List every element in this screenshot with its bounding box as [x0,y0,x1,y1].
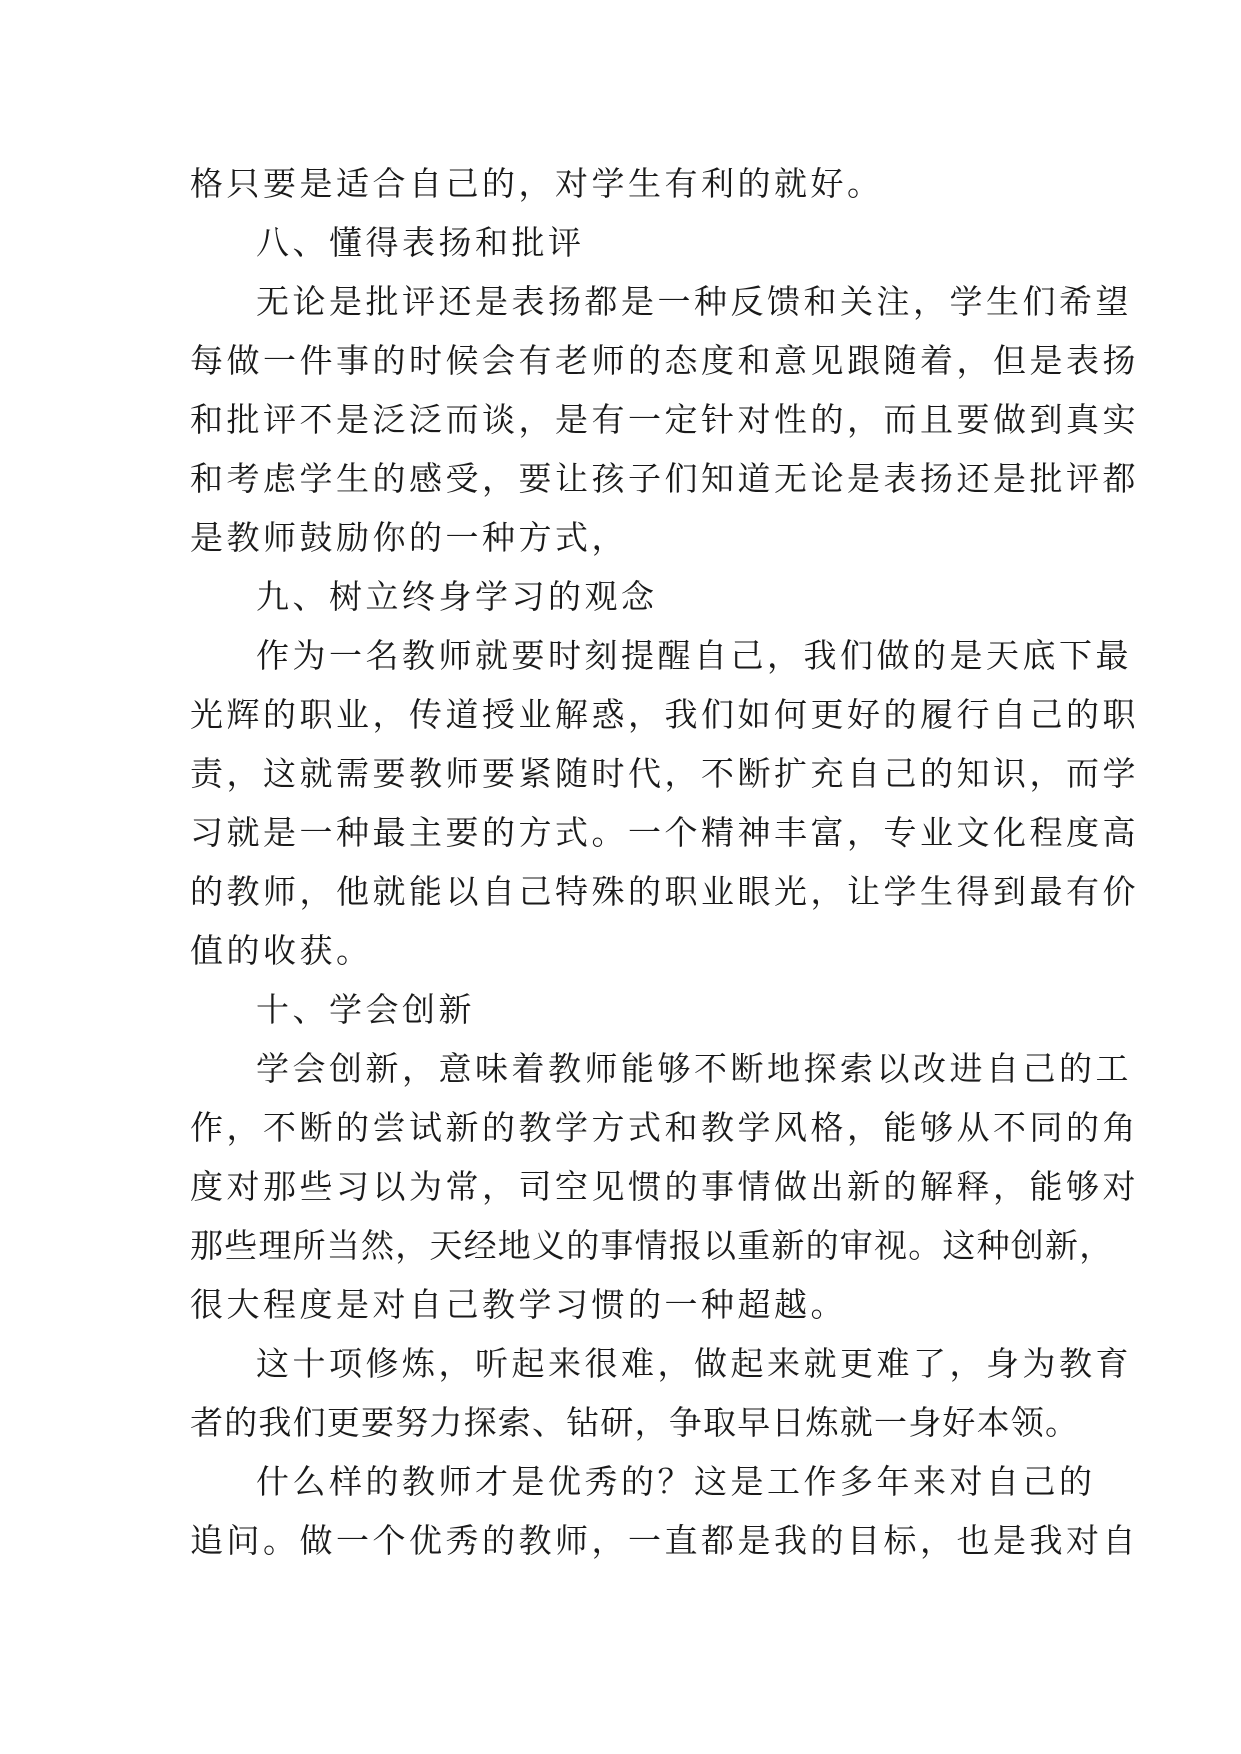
text-line: 这十项修炼，听起来很难，做起来就更难了，身为教育 [256,1344,1132,1383]
text-line: 每做一件事的时候会有老师的态度和意见跟随着，但是表扬 [190,341,1139,380]
text-line: 很大程度是对自己教学习惯的一种超越。 [190,1285,847,1324]
text-line: 的教师，他就能以自己特殊的职业眼光，让学生得到最有价 [190,872,1139,911]
text-line: 责，这就需要教师要紧随时代，不断扩充自己的知识，而学 [190,754,1139,793]
text-line: 那些理所当然，天经地义的事情报以重新的审视。这种创新， [190,1226,1114,1265]
text-line: 和考虑学生的感受，要让孩子们知道无论是表扬还是批评都 [190,459,1139,498]
text-line: 作，不断的尝试新的教学方式和教学风格，能够从不同的角 [190,1108,1139,1147]
text-line: 追问。做一个优秀的教师，一直都是我的目标，也是我对自 [190,1521,1139,1560]
text-line: 习就是一种最主要的方式。一个精神丰富，专业文化程度高 [190,813,1139,852]
text-line: 和批评不是泛泛而谈，是有一定针对性的，而且要做到真实 [190,400,1139,439]
section-heading-8: 八、懂得表扬和批评 [256,223,585,262]
text-line: 作为一名教师就要时刻提醒自己，我们做的是天底下最 [256,636,1132,675]
section-heading-9: 九、树立终身学习的观念 [256,577,658,616]
text-line: 学会创新，意味着教师能够不断地探索以改进自己的工 [256,1049,1132,1088]
section-heading-10: 十、学会创新 [256,990,475,1029]
text-line: 光辉的职业，传道授业解惑，我们如何更好的履行自己的职 [190,695,1139,734]
text-line: 什么样的教师才是优秀的？这是工作多年来对自己的 [256,1462,1096,1501]
text-line: 是教师鼓励你的一种方式， [190,518,628,557]
text-line: 值的收获。 [190,931,373,970]
text-line: 度对那些习以为常，司空见惯的事情做出新的解释，能够对 [190,1167,1139,1206]
text-line: 无论是批评还是表扬都是一种反馈和关注，学生们希望 [256,282,1132,321]
text-line: 者的我们更要努力探索、钻研，争取早日炼就一身好本领。 [190,1403,1080,1442]
text-line: 格只要是适合自己的，对学生有利的就好。 [190,164,884,203]
